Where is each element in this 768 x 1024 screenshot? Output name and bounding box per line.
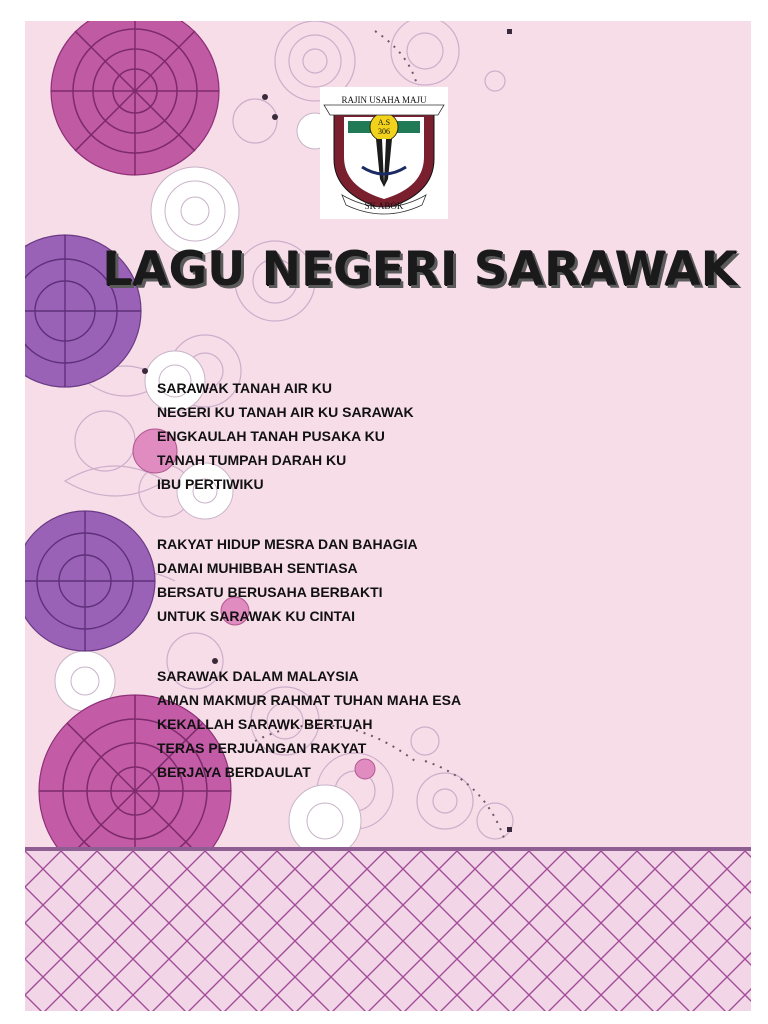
lyric-line: BERJAYA BERDAULAT — [157, 764, 311, 780]
school-logo — [320, 87, 448, 219]
lyric-line: KEKALLAH SARAWK BERTUAH — [157, 716, 373, 732]
song-page — [25, 21, 751, 1011]
lyric-line: NEGERI KU TANAH AIR KU SARAWAK — [157, 404, 414, 420]
logo-motto: RAJIN USAHA MAJU — [341, 95, 427, 105]
lyric-line: BERSATU BERUSAHA BERBAKTI — [157, 584, 383, 600]
stanza-3 — [157, 664, 461, 784]
logo-code-line1: A.S — [377, 118, 391, 127]
school-crest-icon — [320, 87, 448, 219]
lyric-line: TERAS PERJUANGAN RAKYAT — [157, 740, 367, 756]
lyric-line: RAKYAT HIDUP MESRA DAN BAHAGIA — [157, 536, 418, 552]
lyric-line: SARAWAK TANAH AIR KU — [157, 380, 332, 396]
lyric-line: IBU PERTIWIKU — [157, 476, 264, 492]
stanza-1 — [157, 376, 461, 496]
lyric-line: ENGKAULAH TANAH PUSAKA KU — [157, 428, 385, 444]
lyric-line: AMAN MAKMUR RAHMAT TUHAN MAHA ESA — [157, 692, 462, 708]
lyric-line: UNTUK SARAWAK KU CINTAI — [157, 608, 356, 624]
lattice-pattern-graphic — [25, 851, 751, 1011]
lyric-line: SARAWAK DALAM MALAYSIA — [157, 668, 359, 684]
page-title: LAGU NEGERI SARAWAK — [102, 242, 737, 297]
lyric-line: TANAH TUMPAH DARAH KU — [157, 452, 347, 468]
lattice-pattern — [25, 851, 751, 1011]
stanza-2 — [157, 532, 461, 628]
lyric-line: DAMAI MUHIBBAH SENTIASA — [157, 560, 358, 576]
logo-school-name: SK ABOK — [364, 201, 404, 211]
lyrics-block — [157, 376, 461, 820]
logo-code-line2: 306 — [378, 127, 390, 136]
